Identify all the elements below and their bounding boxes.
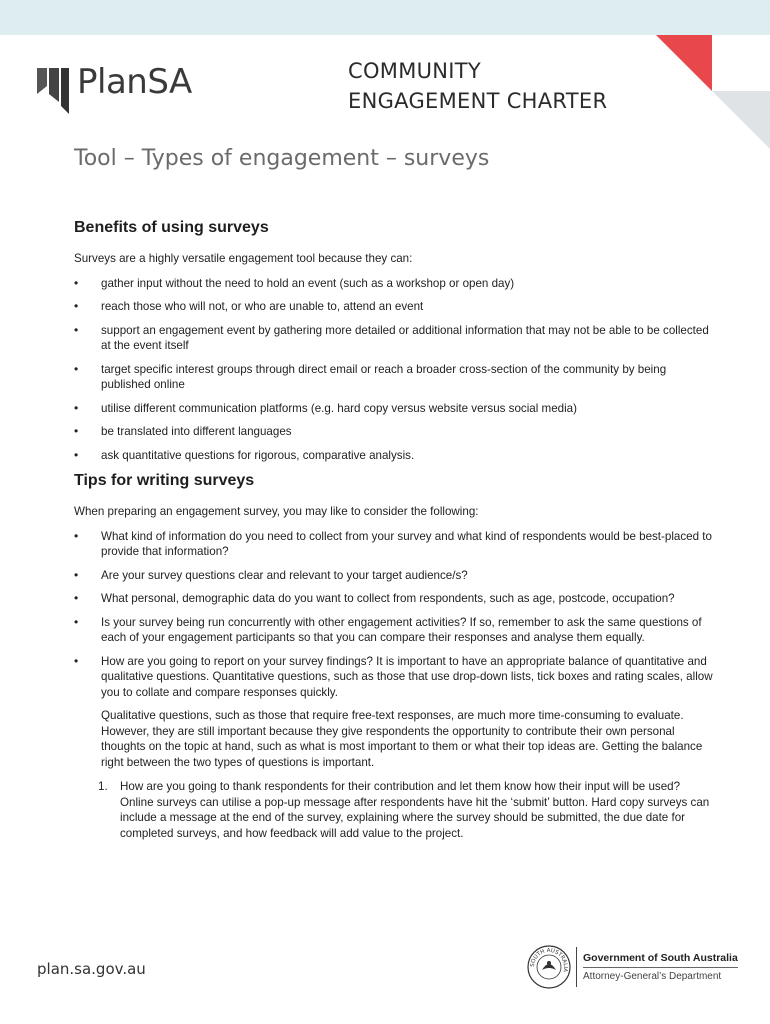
numbered-item — [74, 779, 714, 841]
list-item: • support an engagement event by gathering more detailed or additional information that may not be able to be collected at the event itself — [74, 323, 714, 354]
charter-heading — [348, 56, 607, 116]
tips-intro: When preparing an engagement survey, you may like to consider the following: — [74, 505, 479, 518]
list-item: • target specific interest groups through direct email or reach a broader cross-section of the community by being published online — [74, 362, 714, 393]
tips-heading: Tips for writing surveys — [74, 472, 255, 489]
benefits-intro: Surveys are a highly versatile engagement tool because they can: — [74, 252, 413, 265]
benefits-list — [74, 276, 714, 464]
list-item: • be translated into different languages — [74, 424, 714, 440]
numbered-item-label: 1. — [98, 780, 108, 793]
charter-line-2: ENGAGEMENT CHARTER — [348, 89, 608, 113]
numbered-item-text: How are you going to thank respondents for their contribution and let them know how their input will be used? Online surveys can utilise a pop-up message after respondents have hit the ‘submit’ button. Hard copy surveys can include a message at the end of the survey, explaining where the survey should be submitted, the due date for completed surveys, and how feedback will add value to the project. — [120, 780, 710, 840]
list-item: • What kind of information do you need to collect from your survey and what kind of respondents would be best-placed to provide that information? — [74, 529, 714, 560]
crest-text: SOUTH AUSTRALIA — [529, 947, 569, 973]
top-color-band — [0, 0, 770, 35]
gov-underline — [583, 967, 738, 968]
gov-department: Attorney-General’s Department — [583, 971, 722, 982]
list-item: • How are you going to report on your survey findings? It is important to have an appropriate balance of quantitative and qualitative questions. Quantitative questions, such as those that use drop-down lists, tick boxes and rating scales, allow you to collate and compare responses quickly. — [74, 654, 714, 701]
logo-text: PlanSA — [77, 62, 192, 102]
charter-line-1: COMMUNITY — [348, 59, 482, 83]
plansa-logo-icon — [37, 64, 69, 114]
document-title: Tool – Types of engagement – surveys — [74, 146, 490, 171]
list-item: • reach those who will not, or who are unable to, attend an event — [74, 299, 714, 315]
plansa-logo[interactable] — [37, 64, 192, 114]
list-item: • Is your survey being run concurrently with other engagement activities? If so, remember to ask the same questions of each of your engagement participants so that you can compare their responses and analyse them equally. — [74, 615, 714, 646]
svg-text:SOUTH AUSTRALIA — [530, 948, 568, 973]
list-item: • gather input without the need to hold an event (such as a workshop or open day) — [74, 276, 714, 292]
list-item: • ask quantitative questions for rigorous, comparative analysis. — [74, 448, 714, 464]
government-logo — [526, 944, 738, 990]
gov-divider — [576, 947, 577, 987]
document-body — [74, 218, 714, 841]
list-item: • utilise different communication platforms (e.g. hard copy versus website versus social media) — [74, 401, 714, 417]
tips-list — [74, 529, 714, 701]
qualitative-paragraph: Qualitative questions, such as those that require free-text responses, are much more time-consuming to evaluate. However, they are still important because they give respondents the opportunity to contribute their own personal thoughts on the topic at hand, such as what is most important to them or what their top ideas are. Getting the balance right between the two types of questions is important. — [101, 709, 703, 769]
gov-name: Government of South Australia — [583, 952, 738, 964]
footer-url-link[interactable]: plan.sa.gov.au — [37, 960, 146, 978]
list-item: • What personal, demographic data do you want to collect from respondents, such as age, postcode, occupation? — [74, 591, 714, 607]
sa-piping-shrike-crest-icon — [526, 944, 572, 990]
list-item: • Are your survey questions clear and relevant to your target audience/s? — [74, 568, 714, 584]
grey-corner-triangle — [712, 91, 770, 149]
benefits-heading: Benefits of using surveys — [74, 219, 269, 236]
red-corner-triangle — [656, 35, 712, 91]
gov-text-block — [583, 952, 738, 982]
